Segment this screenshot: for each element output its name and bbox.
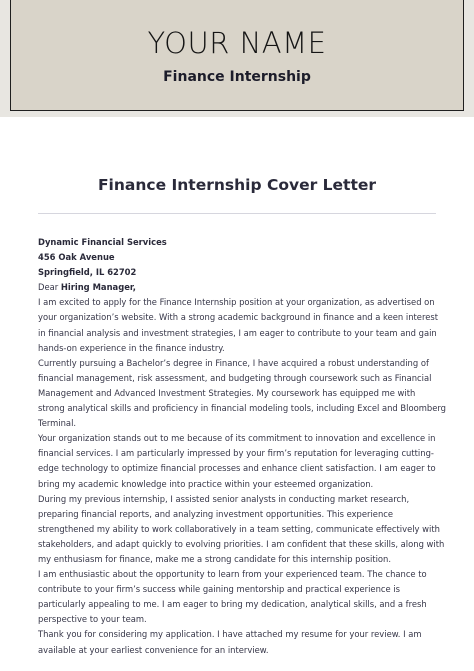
paragraph-line: perspective to your team. <box>38 614 147 625</box>
paragraph-line: Your organization stands out to me because of its commitment to innovation and excellence in <box>38 433 436 444</box>
paragraph-line: edge technology to optimize financial processes and enhance client satisfaction. I am eager to <box>38 463 436 474</box>
applicant-name: YOUR NAME <box>147 26 327 60</box>
recipient-city: Springfield, IL 62702 <box>38 267 137 278</box>
paragraph-line: particularly appealing to me. I am eager to bring my dedication, analytical skills, and a fresh <box>38 599 427 610</box>
paragraph-line: strengthened my ability to work collaboratively in a team setting, communicate effectively with <box>38 523 440 534</box>
title-divider <box>38 213 436 214</box>
paragraph-line: bring my academic knowledge into practice within your esteemed organization. <box>38 478 374 489</box>
recipient-street: 456 Oak Avenue <box>38 252 115 263</box>
letter-paragraph <box>38 627 436 657</box>
paragraph-line: my enthusiasm for finance, make me a strong candidate for this internship position. <box>38 553 392 564</box>
letter-body <box>38 235 446 658</box>
document-title: Finance Internship Cover Letter <box>97 176 377 194</box>
paragraph-line: hands-on experience in the finance industry. <box>38 342 225 353</box>
header-name-box <box>10 0 464 111</box>
salutation-name: Hiring Manager, <box>60 282 136 293</box>
paragraph-line: preparing financial reports, and analyzing investment opportunities. This experience <box>38 508 394 519</box>
salutation-prefix: Dear <box>38 282 61 293</box>
paragraph-line: strong analytical skills and proficiency in financial modeling tools, including Excel and Bloomberg <box>38 403 446 414</box>
paragraph-line: Currently pursuing a Bachelor’s degree in Finance, I have acquired a robust understanding of <box>38 357 429 368</box>
paragraph-line: contribute to your firm’s success while gaining mentorship and practical experience is <box>38 584 401 595</box>
letter-paragraph <box>38 567 436 627</box>
letter-paragraph <box>38 492 445 567</box>
paragraph-line: financial management, risk assessment, and budgeting through coursework such as Financial <box>38 372 432 383</box>
header-band <box>0 0 474 117</box>
letter-paragraph <box>38 356 446 431</box>
paragraph-line: Terminal. <box>38 418 77 429</box>
letter-paragraph <box>38 295 439 355</box>
letter-paragraphs <box>38 295 446 657</box>
paragraph-line: Thank you for considering my application. I have attached my resume for your review. I am <box>38 629 422 640</box>
paragraph-line: During my previous internship, I assisted senior analysts in conducting market research, <box>38 493 410 504</box>
salutation <box>38 280 436 295</box>
position-title: Finance Internship <box>163 69 311 85</box>
paragraph-line: financial services. I am particularly impressed by your firm’s reputation for leveraging cutting- <box>38 448 434 459</box>
paragraph-line: stakeholders, and adapt quickly to evolving priorities. I am confident that these skills, along with <box>38 538 445 549</box>
paragraph-line: available at your earliest convenience for an interview. <box>38 644 269 655</box>
paragraph-line: I am enthusiastic about the opportunity to learn from your experienced team. The chance to <box>38 569 427 580</box>
letter-paragraph <box>38 431 436 491</box>
paragraph-line: your organization’s website. With a strong academic background in finance and a keen interest <box>38 312 439 323</box>
paragraph-line: I am excited to apply for the Finance Internship position at your organization, as advertised on <box>38 297 435 308</box>
paragraph-line: in financial analysis and investment strategies, I am eager to contribute to your team and gain <box>38 327 437 338</box>
paragraph-line: Management and Advanced Investment Strategies. My coursework has equipped me with <box>38 387 416 398</box>
recipient-company: Dynamic Financial Services <box>38 237 167 247</box>
